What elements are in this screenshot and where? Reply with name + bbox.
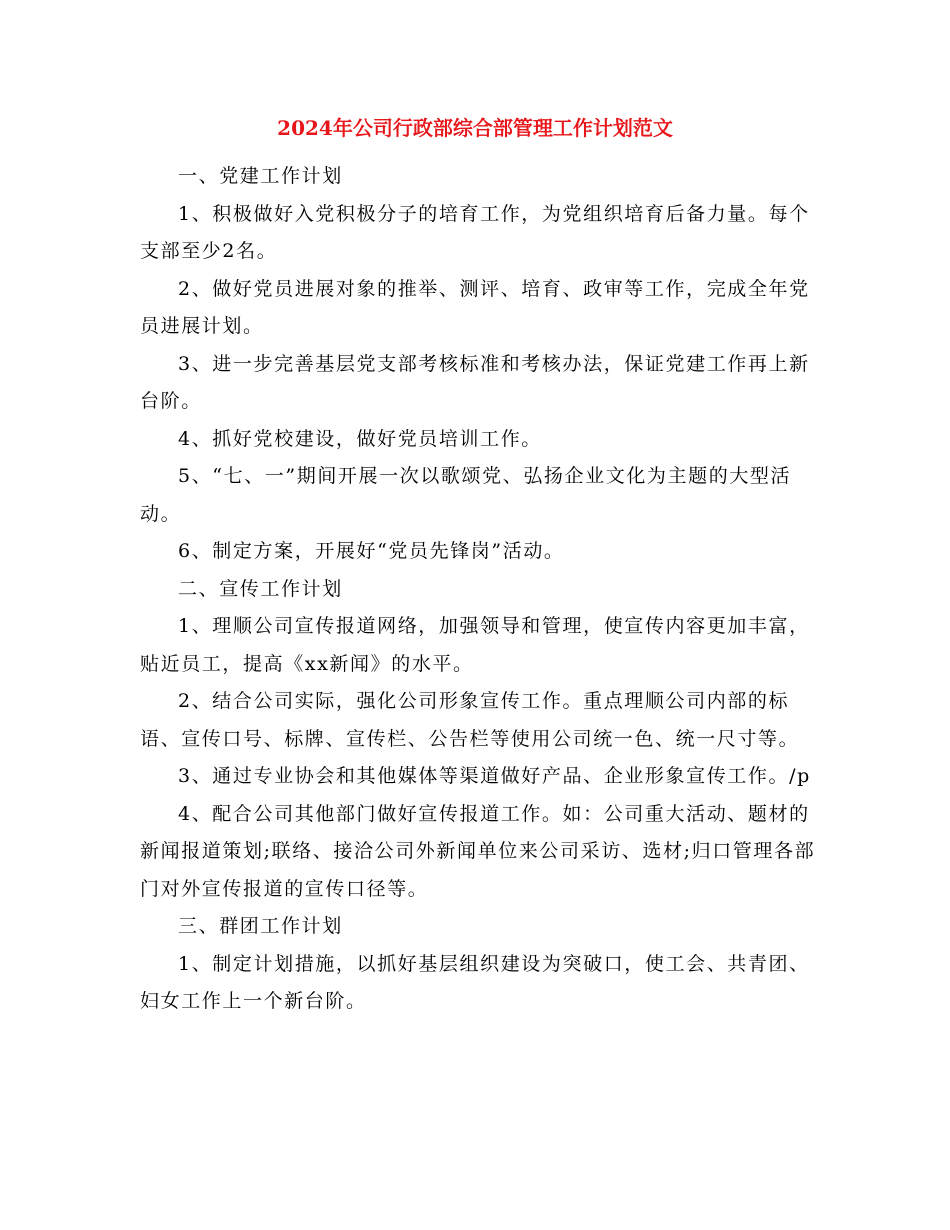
paragraph: 6、制定方案，开展好“党员先锋岗”活动。 [178, 540, 565, 562]
section-heading-party-building: 一、党建工作计划 [178, 165, 343, 187]
paragraph: 3、通过专业协会和其他媒体等渠道做好产品、企业形象宣传工作。/p [178, 765, 811, 787]
section-heading-mass-organizations: 三、群团工作计划 [178, 915, 343, 937]
paragraph: 4、抓好党校建设，做好党员培训工作。 [178, 427, 542, 450]
paragraph: 1、制定计划措施，以抓好基层组织建设为突破口，使工会、共青团、妇女工作上一个新台阶。 [140, 952, 810, 1012]
document-title: 2024年公司行政部综合部管理工作计划范文 [277, 116, 673, 140]
paragraph: 3、进一步完善基层党支部考核标准和考核办法，保证党建工作再上新台阶。 [140, 352, 810, 412]
paragraph: 4、配合公司其他部门做好宣传报道工作。如：公司重大活动、题材的新闻报道策划;联络、接洽公司外新闻单位来公司采访、选材;归口管理各部门对外宣传报道的宣传口径等。 [140, 802, 816, 900]
paragraph: 5、“七、一”期间开展一次以歌颂党、弘扬企业文化为主题的大型活动。 [140, 465, 792, 525]
document-body [140, 158, 820, 1021]
section-heading-publicity: 二、宣传工作计划 [178, 577, 343, 600]
paragraph: 1、积极做好入党积极分子的培育工作，为党组织培育后备力量。每个支部至少2名。 [140, 202, 810, 262]
paragraph: 1、理顺公司宣传报道网络，加强领导和管理，使宣传内容更加丰富，贴近员工，提高《xx新闻》的水平。 [140, 615, 810, 675]
paragraph: 2、结合公司实际，强化公司形象宣传工作。重点理顺公司内部的标语、宣传口号、标牌、宣传栏、公告栏等使用公司统一色、统一尺寸等。 [140, 690, 800, 750]
paragraph: 2、做好党员进展对象的推举、测评、培育、政审等工作，完成全年党员进展计划。 [140, 277, 810, 337]
